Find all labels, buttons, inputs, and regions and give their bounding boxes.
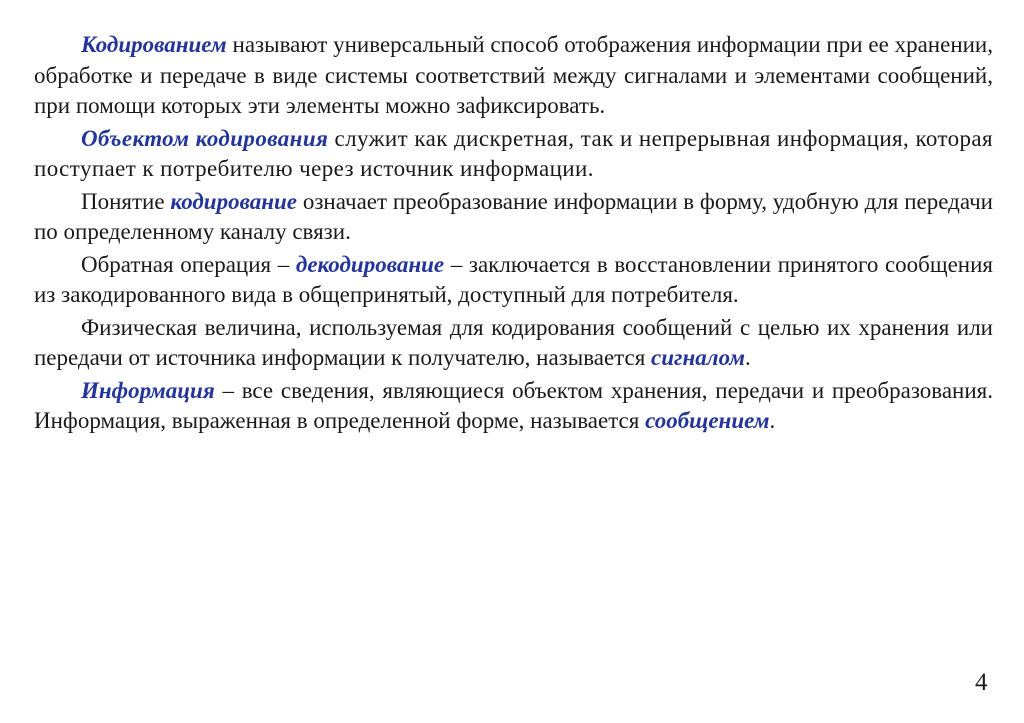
paragraph-text: Физическая величина, используемая для кодирования сообщений с целью их хранения или передачи от источника информации к получателю, называется: [34, 314, 993, 370]
paragraph-text: – все сведения, являющиеся объектом хранения, передачи и преобразования. Информация, выраженная в определенной форме, называется: [34, 377, 993, 433]
term-kodirovanie: кодирование: [170, 188, 297, 214]
term-informaciya: Информация: [81, 377, 215, 403]
term-soobshcheniem: сообщением: [645, 408, 770, 433]
paragraph-coding-concept: [34, 187, 993, 248]
paragraph-text: служит как дискретная, так и непрерывная информация, которая поступает к потребителю через источник информации.: [34, 125, 994, 181]
paragraph-text: .: [745, 345, 751, 370]
paragraph-text: .: [769, 408, 776, 433]
paragraph-decoding: [34, 250, 993, 311]
paragraph-text: Обратная операция –: [81, 251, 296, 277]
paragraph-coding-object: [34, 124, 993, 185]
paragraph-text: называют универсальный способ отображения информации при ее хранении, обработке и передаче в виде системы соответствий между сигналами и элементами сообщений, при помощи которых эти элементы можно зафиксировать.: [34, 32, 993, 118]
page-number: 4: [975, 669, 988, 696]
paragraph-signal: [34, 313, 993, 374]
paragraph-information: [34, 376, 993, 437]
paragraph-text: – заключается в восстановлении принятого сообщения из закодированного вида в общепринятый, доступный для потребителя.: [34, 251, 993, 307]
paragraph-text: означает преобразование информации в форму, удобную для передачи по определенному каналу связи.: [34, 188, 993, 244]
term-kodirovaniem: Кодированием: [81, 32, 227, 57]
term-obektom-kodirovaniya: Объектом кодирования: [81, 125, 329, 151]
paragraph-text: Понятие: [81, 188, 171, 214]
slide-text-block: [34, 30, 993, 437]
term-signalom: сигналом: [651, 345, 745, 370]
term-dekodirovanie: декодирование: [295, 251, 445, 277]
paragraph-coding-definition: [34, 30, 993, 122]
